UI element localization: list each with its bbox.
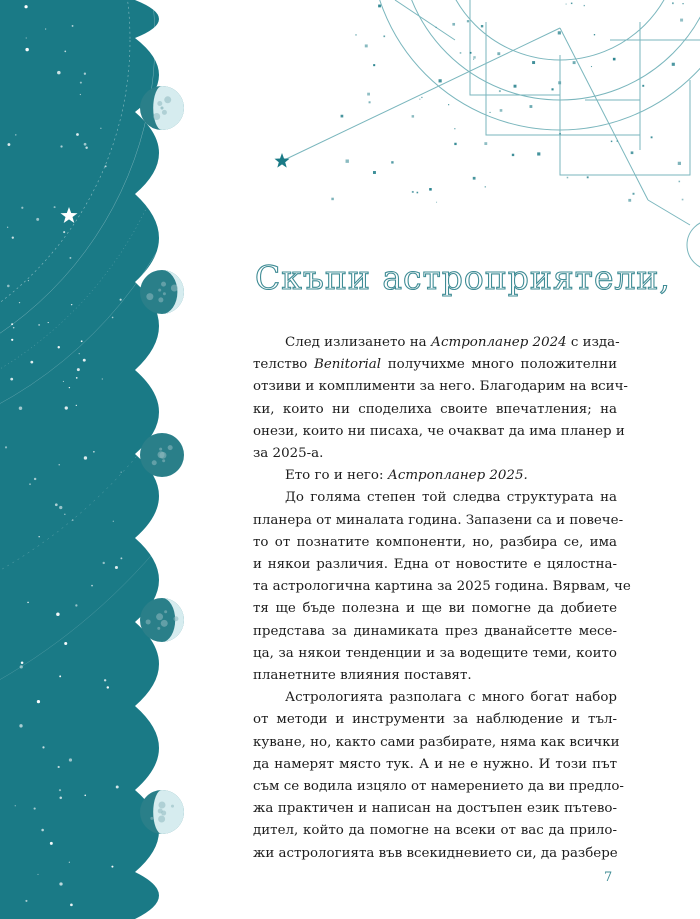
star-icon — [275, 153, 290, 168]
text-line: съм се водила изцяло от намерението да ви предло- — [253, 779, 624, 795]
text-line: планетните влияния поставят. — [253, 668, 472, 684]
text-line: планера от миналата година. Запазени са и повече- — [253, 512, 624, 528]
text-line: за 2025-а. — [253, 446, 324, 462]
text-line: та астрологична картина за 2025 година. Вярвам, че — [253, 579, 631, 595]
text-line: Астрологията разполага с много богат набор — [285, 690, 617, 706]
body-text — [253, 332, 631, 865]
page-heading: Скъпи астроприятели, — [255, 258, 671, 297]
text-line: от методи и инструменти за наблюдение и тъл- — [253, 712, 617, 728]
text-line: куване, но, както сами разбирате, няма как всички — [253, 734, 620, 750]
text-line: представа за динамиката през дванайсетте месе- — [253, 623, 617, 639]
text-line: то от познатите компоненти, но, разбира се, има — [253, 534, 617, 550]
page-number: 7 — [604, 870, 613, 885]
text-line: След излизането на Астропланер 2024 с изда- — [285, 335, 620, 350]
text-line: жа практичен и написан на достъпен език пътево- — [253, 801, 617, 817]
text-line: тя ще бъде полезна и ще ви помогне да добиете — [253, 601, 617, 617]
text-line: телство Benitorial получихме много положителни — [253, 357, 618, 373]
text-line: отзиви и комплименти за него. Благодарим на всич- — [253, 379, 628, 395]
text-line: До голяма степен той следва структурата на — [285, 490, 617, 506]
text-line: дител, който да помогне на всеки от вас да прило- — [253, 823, 617, 839]
text-line: и някои различия. Една от новостите е цялостна- — [253, 557, 617, 573]
text-line: да намерят място тук. А и не е нужно. И този път — [253, 756, 617, 772]
text-line: ца, за някои тенденции и за водещите теми, които — [253, 645, 617, 661]
text-line: ки, които ни споделиха своите впечатления; на — [253, 401, 617, 417]
text-line: Ето го и него: Астропланер 2025. — [285, 468, 528, 484]
text-line: жи астрологията във всекидневието си, да разбере — [253, 845, 618, 861]
text-line: онези, които ни писаха, че очакват да има планер и — [253, 423, 625, 439]
